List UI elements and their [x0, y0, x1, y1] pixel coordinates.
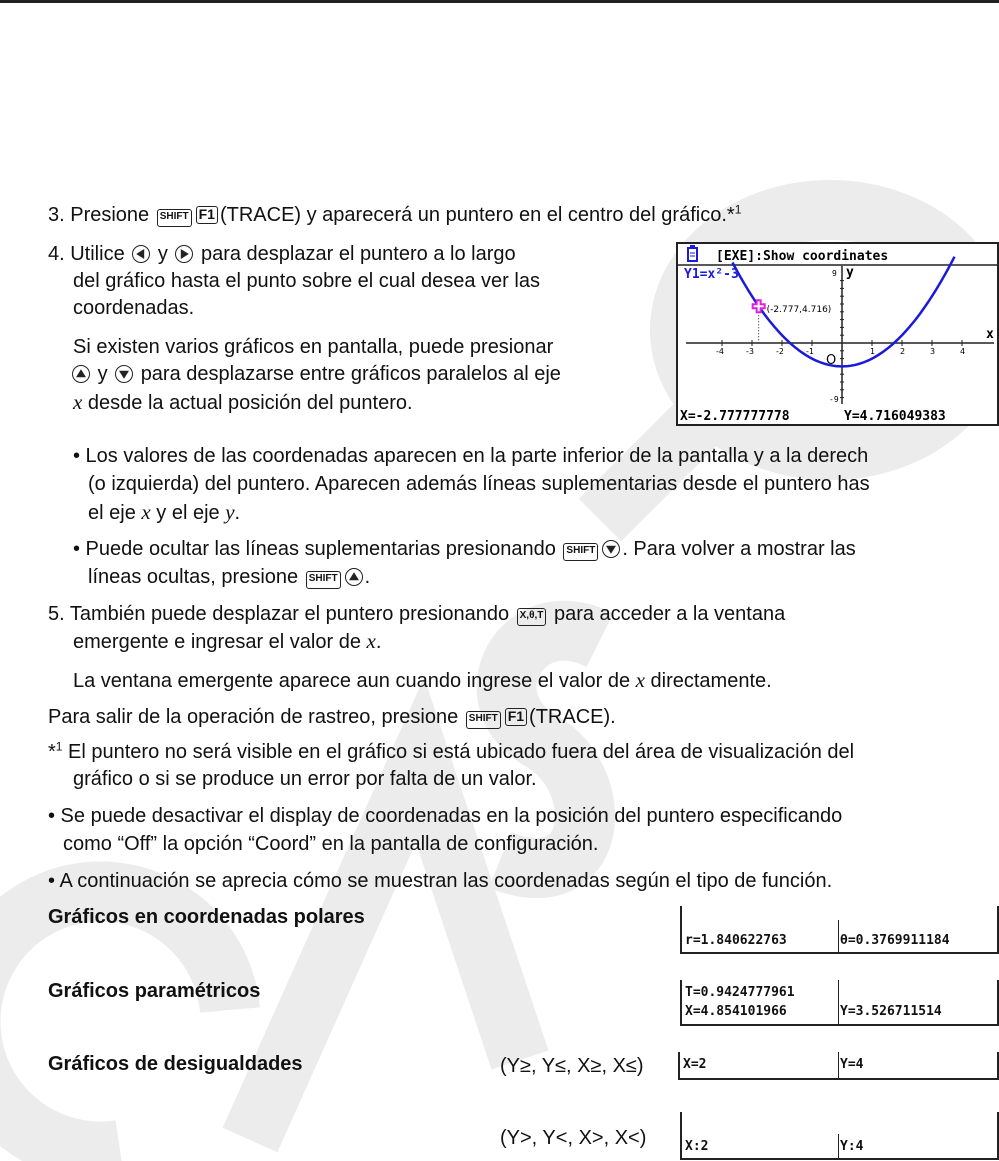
step-5-line	[73, 667, 772, 694]
x-tick-label: -4	[716, 347, 724, 356]
text: .	[364, 566, 371, 588]
t-value: T=0.9424777961	[685, 985, 795, 1000]
var-y: y	[225, 500, 235, 524]
origin-label: O	[826, 353, 837, 368]
note: como “Off” la opción “Coord” en la pantalla de configuración.	[63, 833, 599, 855]
text: y el eje	[156, 502, 220, 524]
var-x: x	[73, 390, 83, 414]
text: 4. Utilice	[48, 243, 125, 265]
text: coordenadas.	[73, 297, 195, 319]
text: emergente e ingresar el valor de	[73, 631, 361, 653]
text: 1	[55, 739, 63, 754]
top-rule	[0, 0, 999, 3]
text: directamente.	[650, 670, 772, 692]
text: .	[375, 631, 382, 653]
text: • Puede ocultar las líneas suplementarias presionando	[73, 538, 556, 560]
watermark-c-shape	[0, 891, 230, 1151]
bullet-text: (o izquierda) del puntero. Aparecen además líneas suplementarias desde el puntero has	[88, 473, 870, 495]
note: • Se puede desactivar el display de coordenadas en la posición del puntero especificando	[48, 805, 843, 827]
x-tick-label: 3	[930, 347, 936, 356]
shift-key-icon: SHIFT	[157, 209, 192, 227]
left-arrow-key-icon	[132, 245, 150, 263]
x-value: X:2	[685, 1139, 709, 1154]
y-value: Y=4	[840, 1057, 864, 1072]
down-arrow-key-icon	[115, 365, 133, 383]
bullet-text	[88, 564, 370, 590]
text: 3. Presione	[48, 204, 150, 226]
text: .	[234, 502, 241, 524]
step-4-line	[73, 389, 413, 416]
inequality-heading: Gráficos de desigualdades	[48, 1053, 303, 1075]
shift-key-icon: SHIFT	[466, 711, 501, 729]
y-min-label: -9	[829, 395, 839, 404]
bullet-text	[88, 499, 240, 526]
text: . Para volver a mostrar las	[622, 538, 856, 560]
y-max-label: 9	[832, 269, 837, 278]
y-readout: Y=4.716049383	[844, 409, 946, 424]
step-4-line	[70, 361, 561, 387]
down-arrow-key-icon	[602, 540, 620, 558]
shift-key-icon: SHIFT	[563, 543, 598, 561]
var-x: x	[366, 629, 376, 653]
calculator-screen	[676, 242, 999, 426]
text: El puntero no será visible en el gráfico si está ubicado fuera del área de visualización del	[62, 741, 855, 763]
step-4	[48, 241, 516, 267]
inequality-readout-2	[680, 1112, 999, 1160]
watermark-i-shape	[600, 420, 700, 520]
text: el eje	[88, 502, 136, 524]
up-arrow-key-icon	[345, 568, 363, 586]
x-theta-t-key-icon: X,θ,T	[517, 608, 547, 626]
x-tick-label: -1	[806, 347, 814, 356]
text: del gráfico hasta el punto sobre el cual desea ver las	[73, 270, 540, 292]
r-value: r=1.840622763	[685, 933, 787, 948]
x-tick-label: 4	[960, 347, 966, 356]
f1-key-icon: F1	[196, 206, 218, 224]
note: • A continuación se aprecia cómo se muestran las coordenadas según el tipo de función.	[48, 870, 833, 892]
y-axis-label: y	[846, 265, 854, 280]
text: para desplazar el puntero a lo largo	[200, 243, 516, 265]
polar-readout	[680, 906, 999, 954]
y-value: Y=3.526711514	[840, 1004, 942, 1019]
footnote	[48, 739, 854, 765]
screen-header: [EXE]:Show coordinates	[716, 249, 889, 264]
x-tick-label: -3	[746, 347, 754, 356]
up-arrow-key-icon	[72, 365, 90, 383]
x-value: X=4.854101966	[685, 1004, 787, 1019]
polar-heading: Gráficos en coordenadas polares	[48, 906, 365, 928]
inequality-readout-1	[678, 1052, 999, 1080]
text: Si existen varios gráficos en pantalla, puede presionar	[73, 336, 554, 358]
text: 5. También puede desplazar el puntero presionando	[48, 603, 510, 625]
parametric-readout	[680, 980, 999, 1026]
text: para desplazarse entre gráficos paralelos al eje	[140, 363, 561, 385]
footnote-text: gráfico o si se produce un error por falta de un valor.	[73, 768, 537, 790]
x-readout: X=-2.777777778	[680, 409, 790, 424]
text: desde la actual posición del puntero.	[87, 392, 413, 414]
x-tick-label: 2	[900, 347, 906, 356]
x-tick-label: -2	[776, 347, 784, 356]
x-value: X=2	[683, 1057, 707, 1072]
right-arrow-key-icon	[175, 245, 193, 263]
text: La ventana emergente aparece aun cuando ingrese el valor de	[73, 670, 631, 692]
x-tick-label: 1	[870, 347, 876, 356]
text: Para salir de la operación de rastreo, presione	[48, 706, 459, 728]
text: y	[97, 363, 108, 385]
bullet-text	[73, 536, 856, 562]
parametric-heading: Gráficos paramétricos	[48, 980, 261, 1002]
f1-key-icon: F1	[505, 708, 527, 726]
text: líneas ocultas, presione	[88, 566, 299, 588]
text: para acceder a la ventana	[553, 603, 786, 625]
exit-instruction	[48, 704, 616, 730]
text: (TRACE) y aparecerá un puntero en el centro del gráfico.*	[219, 204, 735, 226]
y-value: Y:4	[840, 1139, 864, 1154]
step-5	[48, 601, 785, 627]
text: y	[157, 243, 168, 265]
inequality-condition: (Y>, Y<, X>, X<)	[500, 1127, 647, 1149]
var-x: x	[141, 500, 151, 524]
x-axis-label: x	[986, 327, 994, 342]
shift-key-icon: SHIFT	[306, 571, 341, 589]
bullet-text: • Los valores de las coordenadas aparecen en la parte inferior de la pantalla y a la derech	[73, 445, 869, 467]
text: *	[48, 741, 56, 763]
theta-value: θ=0.3769911184	[840, 933, 950, 948]
text: (TRACE).	[529, 706, 616, 728]
function-label: Y1=x²-3	[684, 267, 739, 282]
var-x: x	[635, 668, 645, 692]
footnote-ref: 1	[734, 202, 742, 217]
step-5-line	[73, 628, 381, 655]
inequality-condition: (Y≥, Y≤, X≥, X≤)	[500, 1055, 644, 1077]
point-label: (-2.777,4.716)	[766, 305, 832, 316]
step-3	[48, 202, 741, 228]
